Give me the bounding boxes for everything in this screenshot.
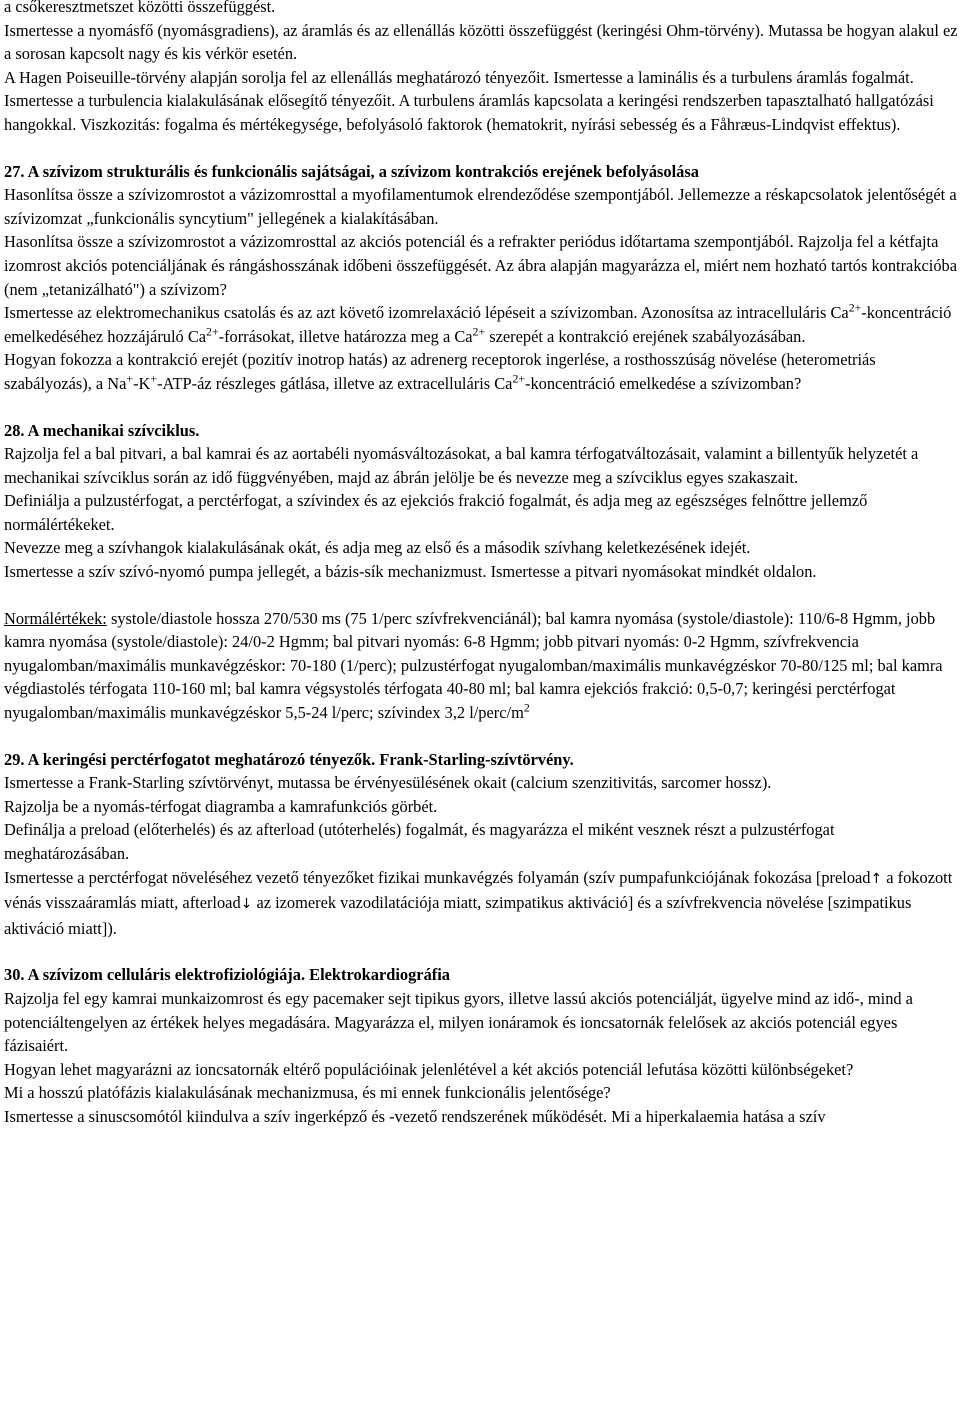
paragraph: a csőkeresztmetszet közötti összefüggést. [4, 0, 276, 16]
section-heading-29: 29. A keringési perctérfogatot meghatározó tényezők. Frank-Starling-szívtörvény. [4, 749, 574, 769]
section-heading-28: 28. A mechanikai szívciklus. [4, 420, 200, 440]
superscript: 2 [523, 700, 530, 715]
paragraph: Ismertesse az elektromechanikus csatolás és az azt követő izomrelaxáció lépéseit a szívizomban. Azonosítsa az intracelluláris $Ca^{2+}$-koncentráció emelkedéséhez hozzájáruló $Ca^{2+}$-forrásokat, illetve határozza meg a $Ca^{2+}$ szerepét a kontrakció erejének szabályozásában. [4, 300, 952, 346]
paragraph: Rajzolja fel a bal pitvari, a bal kamrai és az aortabéli nyomásváltozásokat, a bal kamra térfogatváltozásait, valamint a billentyűk helyzetét a mechanikai szívciklus során az idő függvényében, majd az ábrán jelölje be és nevezze meg a szívciklus egyes szakaszait. [4, 444, 919, 487]
superscript: 2+ [472, 324, 486, 339]
section-heading-30: 30. A szívizom celluláris elektrofiziológiája. Elektrokardiográfia [4, 965, 450, 985]
superscript: + [126, 371, 134, 386]
document-page [4, 0, 958, 1129]
paragraph: A Hagen Poiseuille-törvény alapján sorolja fel az ellenállás meghatározó tényezőit. Ismertesse a laminális és a turbulens áramlás fogalmát. Ismertesse a turbulencia kialakulásának elősegítő tényezőit. A turbulens áramlás kapcsolata a keringési rendszerben tapasztalható hallgatózási hangokkal. Viszkozitás: fogalma és mértékegysége, befolyásoló faktorok (hematokrit, nyírási sebesség és a Fåhræus-Lindqvist effektus). [4, 67, 934, 134]
paragraph: Ismertesse a perctérfogat növeléséhez vezető tényezőket fizikai munkavégzés folyamán (szív pumpafunkciójának fokozása [preload↑ a fokozott vénás visszaáramlás miatt, afterload↓ az izomerek vazodilatációja miatt, szimpatikus aktiváció] és a szívfrekvencia növelése [szimpatikus aktiváció miatt]). [4, 867, 953, 938]
paragraph: Hogyan lehet magyarázni az ioncsatornák eltérő populációinak jelenlétével a két akciós potenciál lefutása közötti különbségeket? [4, 1059, 854, 1079]
normal-values-paragraph: Normálértékek: systole/diastole hossza 270/530 ms (75 1/perc szívfrekvenciánál); bal kamra nyomása (systole/diastole): 110/6-8 Hgmm, jobb kamra nyomása (systole/diastole): 24/0-2 Hgmm; bal pitvari nyomás: 6-8 Hgmm; jobb pitvari nyomás: 0-2 Hgmm, szívfrekvencia nyugalomban/maximális munkavégzéskor: 70-180 (1/perc); pulzustérfogat nyugalomban/maximális munkavégzéskor 70-80/125 ml; bal kamra végdiastolés térfogata 110-160 ml; bal kamra végsystolés térfogata 40-80 ml; bal kamra ejekciós frakció: 0,5-0,7; keringési perctérfogat nyugalomban/maximális munkavégzéskor 5,5-24 l/perc; szívindex 3,2 $l/perc/m^2$ [4, 608, 943, 723]
paragraph: Ismertesse a szív szívó-nyomó pumpa jellegét, a bázis-sík mechanizmust. Ismertesse a pitvari nyomásokat mindkét oldalon. [4, 562, 817, 582]
paragraph: Definálja a preload (előterhelés) és az afterload (utóterhelés) fogalmát, és magyarázza el miként vesznek részt a pulzustérfogat meghatározásában. [4, 820, 835, 863]
paragraph: Definiálja a pulzustérfogat, a perctérfogat, a szívindex és az ejekciós frakció fogalmát, és adja meg az egészséges felnőttre jellemző normálértékeket. [4, 491, 868, 534]
arrow-down-icon: ↓ [240, 896, 253, 913]
paragraph: Rajzolja fel egy kamrai munkaizomrost és egy pacemaker sejt tipikus gyors, illetve lassú akciós potenciálját, ügyelve mind az idő-, mind a potenciáltengelyen az értékek helyes megadására. Magyarázza el, milyen ionáramok és ioncsatornák felelősek az akciós potenciál egyes fázisaiért. [4, 988, 913, 1056]
paragraph: Mi a hosszú platófázis kialakulásának mechanizmusa, és mi ennek funkcionális jelentősége? [4, 1083, 611, 1103]
superscript: + [150, 371, 158, 386]
paragraph: Hasonlítsa össze a szívizomrostot a vázizomrosttal az akciós potenciál és a refrakter periódus időtartama szempontjából. Rajzolja fel a kétfajta izomrost akciós potenciáljának és rángáshosszának időbeni összefüggését. Az ábra alapján magyarázza el, miért nem hozható tartós kontrakcióba (nem „tetanizálható") a szívizom? [4, 232, 958, 299]
superscript: 2+ [848, 300, 862, 315]
paragraph: Ismertesse a nyomásfő (nyomásgradiens), az áramlás és az ellenállás közötti összefüggést (keringési Ohm-törvény). Mutassa be hogyan alakul ez a sorosan kapcsolt nagy és kis vérkör esetén. [4, 20, 958, 64]
paragraph: Nevezze meg a szívhangok kialakulásának okát, és adja meg az első és a második szívhang keletkezésének idejét. [4, 538, 751, 558]
arrow-up-icon: ↑ [870, 870, 883, 887]
paragraph: Hogyan fokozza a kontrakció erejét (pozitív inotrop hatás) az adrenerg receptorok ingerlése, a rosthosszúság növelése (heterometriás szabályozás), a Na+-K+-ATP-áz részleges gátlása, illetve az extracelluláris $Ca^{2+}$-koncentráció emelkedése a szívizomban? [4, 350, 876, 393]
superscript: 2+ [512, 371, 526, 386]
normal-values-label: Normálértékek: [4, 608, 107, 628]
paragraph: Ismertesse a sinuscsomótól kiindulva a szív ingerképző és -vezető rendszerének működését. Mi a hiperkalaemia hatása a szív [4, 1106, 826, 1126]
superscript: 2+ [206, 324, 219, 339]
section-heading-27: 27. A szívizom strukturális és funkcionális sajátságai, a szívizom kontrakciós erejének befolyásolása [4, 161, 699, 181]
paragraph: Hasonlítsa össze a szívizomrostot a vázizomrosttal a myofilamentumok elrendeződése szempontjából. Jellemezze a réskapcsolatok jelentőségét a szívizomzat „funkcionális syncytium" jellegének a kialakításában. [4, 185, 957, 228]
paragraph: Ismertesse a Frank-Starling szívtörvényt, mutassa be érvényesülésének okait (calcium szenzitivitás, sarcomer hossz). [4, 773, 772, 793]
paragraph: Rajzolja be a nyomás-térfogat diagramba a kamrafunkciós görbét. [4, 796, 438, 816]
